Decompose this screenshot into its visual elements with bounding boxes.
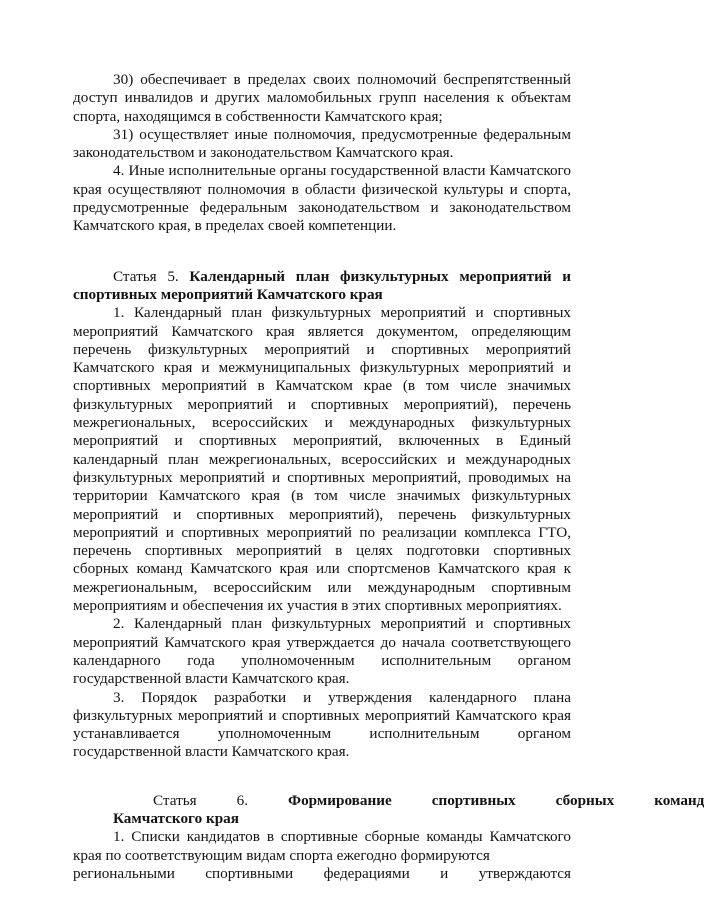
- article-6-heading-line-2: [73, 810, 571, 828]
- article-6-heading-line-1: [73, 791, 704, 810]
- paragraph-item-30: 30) обеспечивает в пределах своих полномочий беспрепятственный доступ инвалидов и других маломобильных групп населения к объектам спорта, находящимся в собственности Камчатского края;: [73, 71, 571, 125]
- article-5-paragraph-1: 1. Календарный план физкультурных мероприятий и спортивных мероприятий Камчатского края является документом, определяющим перечень физкультурных мероприятий и спортивных мероприятий Камчатского края и межмуниципальных физкультурных мероприятий и спортивных мероприятий в Камчатском крае (в том числе значимых физкультурных мероприятий и спортивных мероприятий), перечень межрегиональных, всероссийских и международных физкультурных мероприятий и спортивных мероприятий, включенных в Единый календарный план межрегиональных, всероссийских и международных физкультурных мероприятий и спортивных мероприятий, проводимых на территории Камчатского края (в том числе значимых физкультурных мероприятий и спортивных мероприятий), перечень физкультурных мероприятий и спортивных мероприятий по реализации комплекса ГТО, перечень спортивных мероприятий в целях подготовки спортивных сборных команд Камчатского края или спортсменов Камчатского края к межрегиональным, всероссийским или международным спортивным мероприятиям и обеспечения их участия в этих спортивных мероприятиях.: [73, 304, 571, 615]
- article-6-paragraph-1: 1. Списки кандидатов в спортивные сборные команды Камчатского края по соответствующим видам спорта ежегодно формируются: [73, 828, 571, 864]
- article-5-heading: [73, 268, 571, 305]
- word-sportivnymi: спортивными: [205, 864, 294, 882]
- article-6-heading-continuation: Камчатского края: [113, 809, 239, 827]
- paragraph-item-4: 4. Иные исполнительные органы государственной власти Камчатского края осуществляют полномочия в области физической культуры и спорта, предусмотренные федеральным законодательством и законодательством Камчатского края, в пределах своей компетенции.: [73, 162, 571, 235]
- article-6-word-statya: Статья: [153, 791, 197, 809]
- article-6-paragraph-1-last-line: [73, 865, 571, 883]
- article-6-word-komand: команд: [654, 791, 704, 809]
- article-5-title: Календарный план физкультурных мероприятий и спортивных мероприятий Камчатского края: [73, 267, 572, 303]
- article-6-word-number: 6.: [236, 791, 249, 809]
- article-6-word-formirovanie: Формирование: [288, 791, 392, 809]
- word-federatsiyami: федерациями: [323, 864, 410, 882]
- paragraph-item-31: 31) осуществляет иные полномочия, предусмотренные федеральным законодательством и законодательством Камчатского края.: [73, 125, 571, 162]
- word-i: и: [440, 864, 449, 882]
- document-body: [73, 71, 704, 883]
- word-regionalnymi: региональными: [73, 864, 175, 882]
- article-6-word-sportivnykh: спортивных: [431, 791, 516, 809]
- article-5-paragraph-2: 2. Календарный план физкультурных мероприятий и спортивных мероприятий Камчатского края утверждается до начала соответствующего календарного года уполномоченным исполнительным органом государственной власти Камчатского края.: [73, 615, 571, 688]
- article-6-word-sbornykh: сборных: [555, 791, 615, 809]
- article-5-paragraph-3: 3. Порядок разработки и утверждения календарного плана физкультурных мероприятий и спортивных мероприятий Камчатского края устанавливается уполномоченным исполнительным органом государственной власти Камчатского края.: [73, 688, 571, 761]
- word-utverzhdayutsya: утверждаются: [478, 864, 571, 882]
- article-6-heading: [73, 791, 704, 829]
- article-5-prefix: Статья 5.: [113, 267, 190, 285]
